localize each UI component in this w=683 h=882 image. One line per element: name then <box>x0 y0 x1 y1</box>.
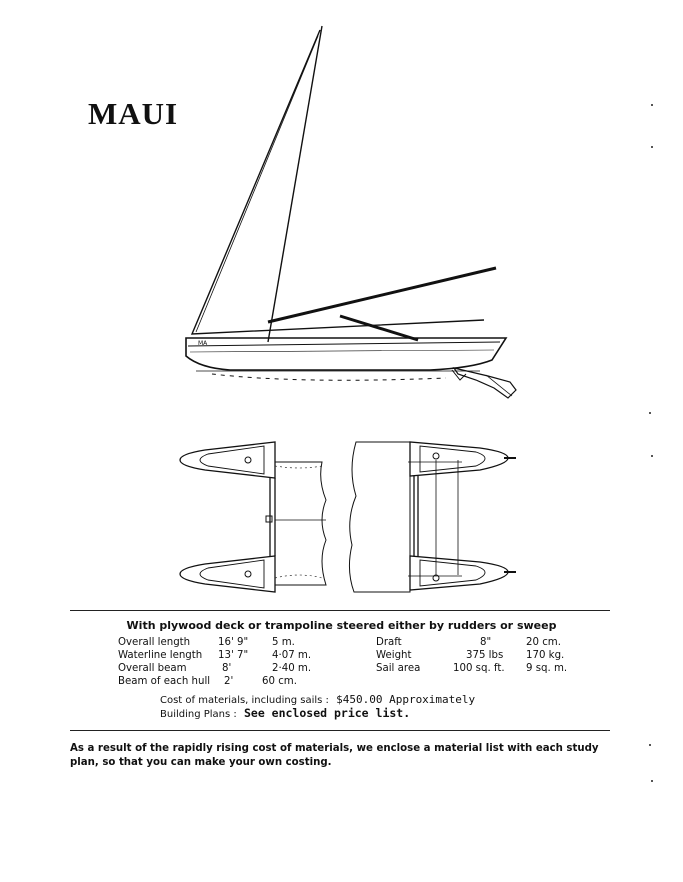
bottom-divider <box>70 730 610 731</box>
scan-speck <box>651 146 653 148</box>
spec-metric: 20 cm. <box>526 637 561 648</box>
scan-speck <box>649 412 651 414</box>
hull-bottom-left <box>180 556 275 592</box>
waterline <box>212 374 446 380</box>
scan-speck <box>651 455 653 457</box>
scan-speck <box>651 780 653 782</box>
page-title: MAUI <box>88 96 179 131</box>
spec-metric: 2·40 m. <box>272 663 312 674</box>
bow-mark: MA <box>198 340 208 347</box>
spec-imperial: 13' 7" <box>218 650 249 661</box>
spec-label: Overall beam <box>118 663 187 674</box>
spec-label: Overall length <box>118 637 191 648</box>
spec-metric: 4·07 m. <box>272 650 312 661</box>
spec-label: Waterline length <box>118 650 203 661</box>
mast <box>268 26 322 342</box>
subtitle: With plywood deck or trampoline steered either by rudders or sweep <box>126 619 557 632</box>
material-note: As a result of the rapidly rising cost of materials, we enclose a material list with each study plan, so that you can make your own costing. <box>70 743 599 768</box>
sweep-blade <box>454 368 516 398</box>
cost-line <box>160 693 475 706</box>
plans-line <box>160 706 410 720</box>
side-elevation-drawing <box>186 26 516 398</box>
top-divider <box>70 610 610 611</box>
spec-label: Beam of each hull <box>118 676 211 687</box>
spec-metric: 170 kg. <box>526 650 565 661</box>
spec-imperial: 8" <box>480 637 492 648</box>
spec-metric: 5 m. <box>272 637 295 648</box>
cost-value: $450.00 Approximately <box>336 693 476 706</box>
spec-imperial: 2' <box>224 676 234 687</box>
sweep-tiller <box>340 316 418 340</box>
scan-speck <box>651 104 653 106</box>
spec-metric: 9 sq. m. <box>526 663 568 674</box>
spec-label: Draft <box>376 637 402 648</box>
plan-view-drawing <box>180 442 516 592</box>
spec-imperial: 100 sq. ft. <box>453 663 505 674</box>
trampoline-left <box>275 462 326 585</box>
yard <box>268 268 496 322</box>
sail <box>192 30 484 334</box>
hull-top-right <box>410 442 508 476</box>
plans-value: See enclosed price list. <box>243 706 411 720</box>
hull-bottom-right <box>410 556 508 590</box>
scan-speck <box>649 744 651 746</box>
spec-label: Sail area <box>376 663 421 674</box>
spec-imperial: 375 lbs <box>466 650 504 661</box>
cost-label: Cost of materials, including sails : <box>160 695 329 706</box>
spec-metric: 60 cm. <box>262 676 297 687</box>
plans-label: Building Plans : <box>160 709 237 720</box>
spec-imperial: 16' 9" <box>218 637 249 648</box>
trampoline-right <box>349 442 410 592</box>
spec-label: Weight <box>376 650 412 661</box>
spec-imperial: 8' <box>222 663 232 674</box>
hull-top-left <box>180 442 275 478</box>
